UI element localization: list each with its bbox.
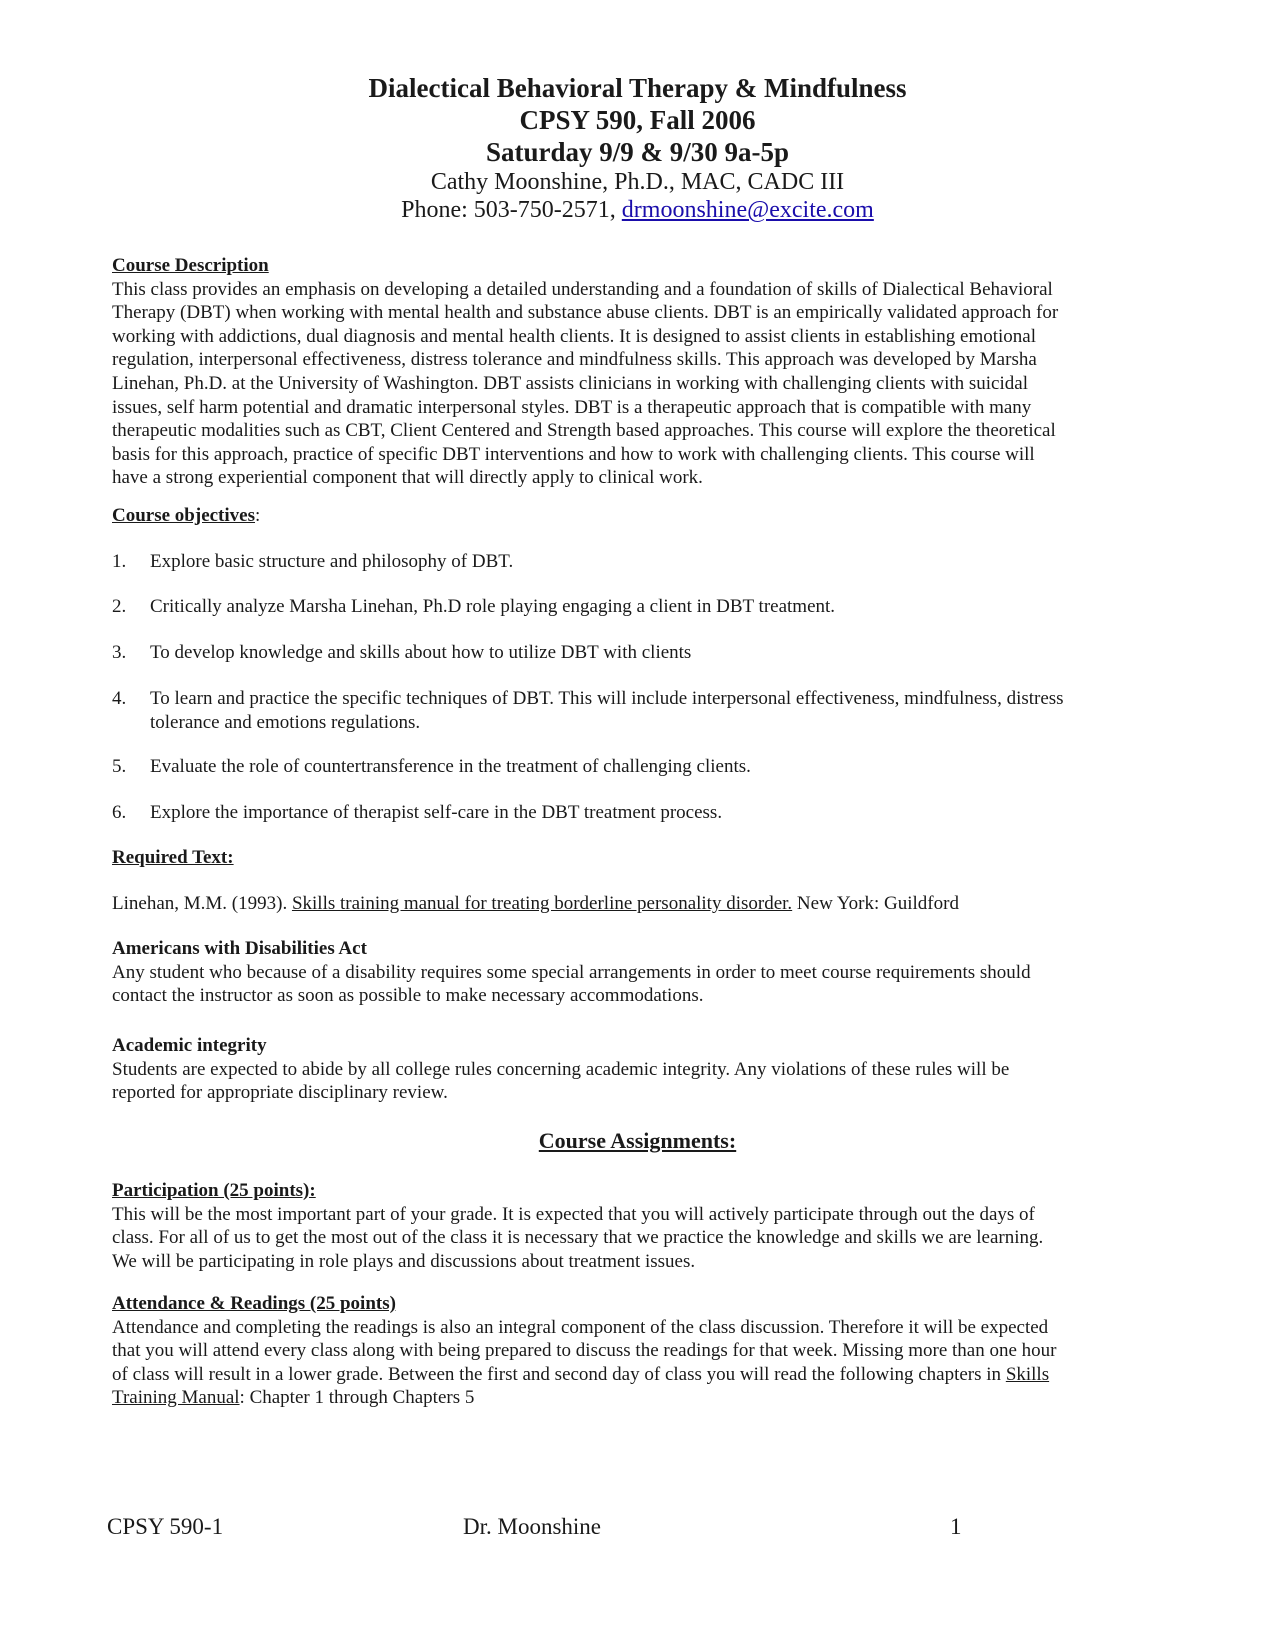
attendance-line [112, 1386, 1162, 1410]
objective-text: Explore basic structure and philosophy of DBT. [150, 551, 514, 572]
footer-course-code: CPSY 590-1 [107, 1514, 224, 1539]
course-description-line: working with addictions, dual diagnosis and mental health clients. It is designed to assist clients in establishing emotional [112, 325, 1036, 347]
ada-line: Any student who because of a disability requires some special arrangements in order to meet course requirements should [112, 961, 1031, 983]
objective-item [112, 641, 1162, 665]
course-description-line: issues, self harm potential and dramatic interpersonal styles. DBT is a therapeutic approach that is compatible with many [112, 396, 1032, 418]
academic-integrity-heading: Academic integrity [112, 1035, 267, 1056]
objective-item [112, 595, 1162, 619]
attendance-line-text: of class will result in a lower grade. Between the first and second day of class you will read the following chapters in [112, 1363, 1006, 1385]
objective-number: 5. [112, 756, 127, 777]
course-description-line: regulation, interpersonal effectiveness, distress tolerance and mindfulness skills. This approach was developed by Marsha [112, 349, 1037, 371]
course-description-line: Therapy (DBT) when working with mental health and substance abuse clients. DBT is an empirically validated approach for [112, 302, 1059, 324]
citation-publisher: New York: Guildford [792, 893, 959, 914]
contact-line [0, 196, 1275, 224]
course-description-section [112, 254, 1162, 490]
objective-number: 6. [112, 802, 127, 823]
course-description-line: This class provides an emphasis on developing a detailed understanding and a foundation of skills of Dialectical Behavioral [112, 278, 1053, 300]
ada-heading: Americans with Disabilities Act [112, 938, 367, 959]
objective-number: 3. [112, 642, 127, 663]
objective-number: 1. [112, 551, 127, 572]
footer-page-number: 1 [950, 1514, 962, 1539]
course-title: Dialectical Behavioral Therapy & Mindfulness [368, 73, 907, 103]
academic-integrity-line: Students are expected to abide by all college rules concerning academic integrity. Any violations of these rules will be [112, 1058, 1010, 1080]
objective-text: tolerance and emotions regulations. [150, 711, 421, 733]
participation-section [112, 1179, 1162, 1273]
academic-integrity-section [112, 1034, 1162, 1105]
citation-book-title: Skills training manual for treating borderline personality disorder. [291, 893, 793, 914]
course-objectives-heading: Course objectives [112, 505, 255, 526]
objective-item [112, 687, 1162, 734]
participation-line: We will be participating in role plays and discussions about treatment issues. [112, 1250, 696, 1272]
course-description-line: basis for this approach, practice of specific DBT interventions and how to work with challenging clients. This course will [112, 443, 1035, 465]
course-description-heading: Course Description [112, 255, 269, 276]
document-header [0, 72, 1275, 224]
objective-number: 4. [112, 688, 127, 709]
course-description-line: Linehan, Ph.D. at the University of Washington. DBT assists clinicians in working with challenging clients with suicidal [112, 372, 1028, 394]
ada-section [112, 937, 1162, 1008]
course-description-line: have a strong experiential component that will directly apply to clinical work. [112, 467, 703, 489]
attendance-heading: Attendance & Readings (25 points) [112, 1293, 396, 1314]
objective-item [112, 550, 1162, 574]
footer-author: Dr. Moonshine [463, 1514, 601, 1539]
objective-text: Critically analyze Marsha Linehan, Ph.D role playing engaging a client in DBT treatment. [150, 596, 836, 617]
objective-item [112, 755, 1162, 779]
attendance-chapters: : Chapter 1 through Chapters 5 [239, 1387, 475, 1409]
course-schedule: Saturday 9/9 & 9/30 9a-5p [485, 137, 790, 167]
objective-item [112, 801, 1162, 825]
required-text-citation [112, 892, 1162, 916]
objective-text: To develop knowledge and skills about how to utilize DBT with clients [150, 642, 692, 663]
objective-text: Explore the importance of therapist self-care in the DBT treatment process. [150, 802, 723, 823]
attendance-section [112, 1292, 1162, 1410]
course-description-line: therapeutic modalities such as CBT, Client Centered and Strength based approaches. This course will explore the theoretical [112, 420, 1056, 442]
required-text-heading [112, 846, 1162, 870]
participation-heading: Participation (25 points): [112, 1180, 316, 1201]
citation-author: Linehan, M.M. (1993). [112, 893, 292, 914]
participation-line: class. For all of us to get the most out of the class it is necessary that we practice the knowledge and skills we are learning. [112, 1227, 1044, 1249]
course-objectives-heading-row [112, 504, 1162, 528]
attendance-line: Attendance and completing the readings is also an integral component of the class discussion. Therefore it will be expected [112, 1316, 1049, 1338]
course-objectives-colon: : [255, 505, 261, 526]
academic-integrity-line: reported for appropriate disciplinary review. [112, 1082, 448, 1104]
participation-line: This will be the most important part of your grade. It is expected that you will actively participate through out the days of [112, 1203, 1035, 1225]
attendance-book-title-part1: Skills [1005, 1363, 1050, 1385]
course-code: CPSY 590, Fall 2006 [519, 105, 756, 135]
objective-text: Evaluate the role of countertransference in the treatment of challenging clients. [150, 756, 751, 777]
objective-text: To learn and practice the specific techniques of DBT. This will include interpersonal effectiveness, mindfulness, distress [150, 688, 1064, 709]
ada-line: contact the instructor as soon as possible to make necessary accommodations. [112, 985, 704, 1007]
email-link[interactable]: drmoonshine@excite.com [621, 197, 874, 223]
attendance-line: that you will attend every class along with being prepared to discuss the readings for that week. Missing more than one hour [112, 1340, 1057, 1362]
course-assignments-heading: Course Assignments: [538, 1128, 737, 1153]
instructor-name: Cathy Moonshine, Ph.D., MAC, CADC III [430, 169, 845, 195]
required-text-title: Required Text: [112, 847, 234, 868]
phone-text: Phone: 503-750-2571, [401, 197, 622, 223]
attendance-line [112, 1363, 1162, 1387]
objective-number: 2. [112, 596, 127, 617]
attendance-book-title-part2: Training Manual [112, 1387, 240, 1409]
